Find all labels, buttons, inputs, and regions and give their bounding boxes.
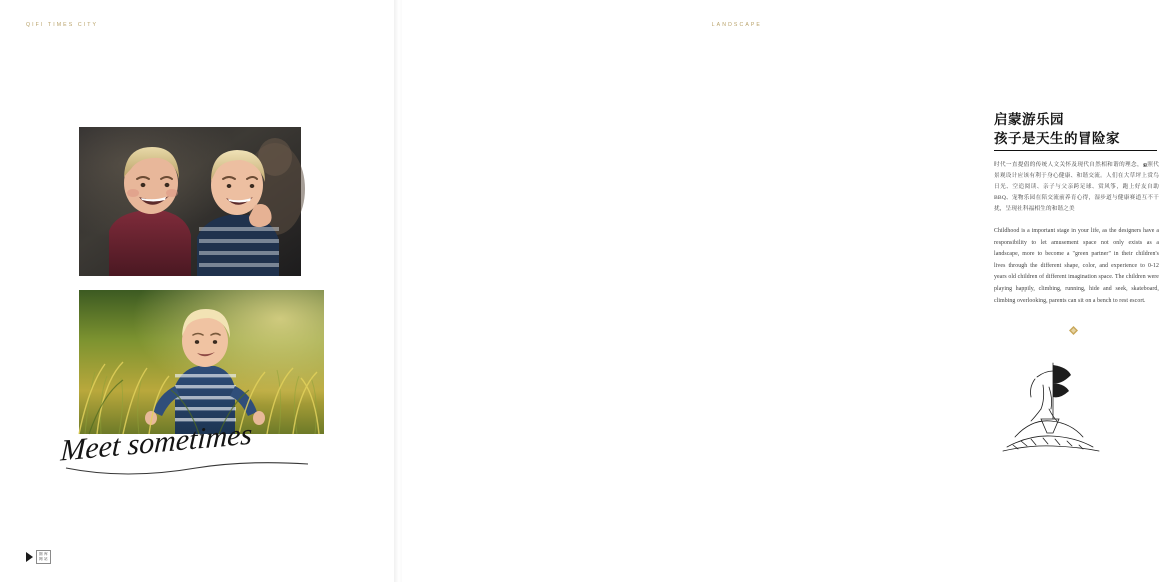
body-paragraph-english: Childhood is a important stage in your life, as the designers have a responsibility to let amusement space not only exists as a landscape, more to become a "green partner" in their children's lives through the different shape, color, and experience to 0-12 years old children of different imagination space. The children were playing happily, climbing, running, hide and seek, skateboard, climbing overlooking, parents can sit on a bench to rest escort. bbox=[994, 228, 1159, 304]
page-title-line-1: 启蒙游乐园 bbox=[994, 112, 1064, 127]
boy-with-flag-on-mound-sketch bbox=[997, 355, 1102, 455]
running-head-right: LANDSCAPE bbox=[711, 22, 762, 28]
page-gutter bbox=[394, 0, 402, 582]
right-page bbox=[397, 0, 1159, 582]
diamond-ornament-icon bbox=[1069, 322, 1078, 331]
body-paragraph-chinese: 时代一直提倡的传统人文关怀及现代自然相和谐的理念，ള照代景观设计应该有利于身心健康、和谐交流。人们在大草坪上赏鸟日光、空追阅读、亲子与父亲跨足球、赏风筝，跑上好友自助BBQ、宠物乐园在陪交流前养育心得，湿步道与健康赛道互不干扰，呈现社科福相生的和谐之美 bbox=[994, 162, 1159, 212]
play-triangle-icon bbox=[26, 552, 33, 562]
handwritten-script-text bbox=[60, 418, 320, 478]
page-title-line-2: 孩子是天生的冒险家 bbox=[994, 130, 1120, 146]
badge-box bbox=[36, 550, 51, 564]
headings-block bbox=[994, 112, 1159, 148]
footer-badge[interactable] bbox=[26, 550, 51, 564]
boy-in-grass-field-photo bbox=[79, 290, 324, 434]
left-page bbox=[0, 0, 397, 582]
badge-line-2: 网 站 bbox=[39, 557, 48, 562]
title-divider bbox=[994, 150, 1157, 151]
running-head-left: QIFI TIMES CITY bbox=[26, 22, 99, 28]
badge-line-1: 图 库 bbox=[39, 552, 48, 557]
two-laughing-boys-photo bbox=[79, 127, 301, 276]
photo-artwork bbox=[79, 290, 324, 434]
photo-artwork bbox=[79, 127, 301, 276]
script-label: Meet sometimes bbox=[59, 416, 254, 468]
